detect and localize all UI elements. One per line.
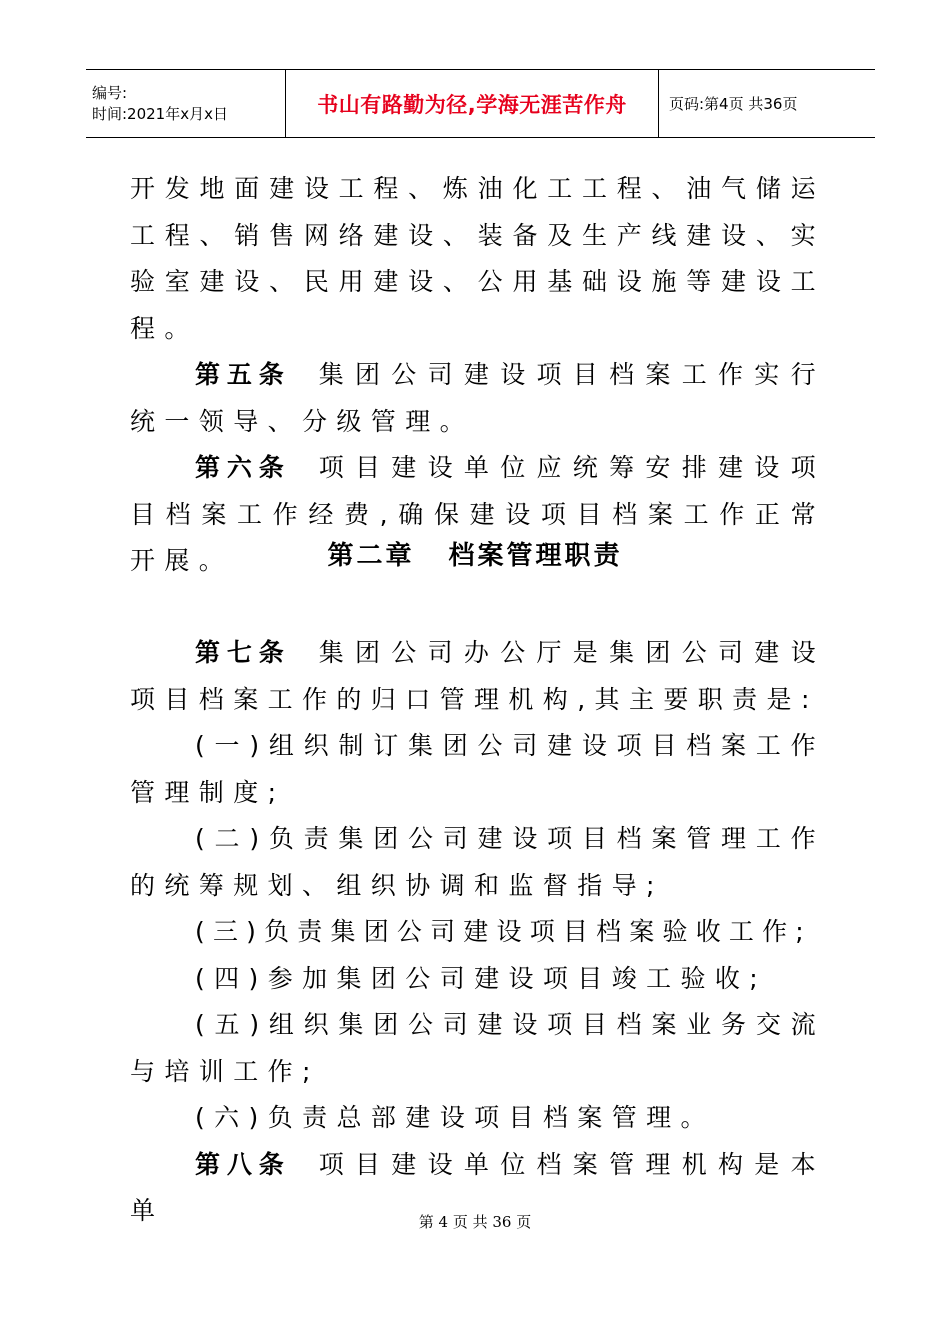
article-7-label: 第七条: [195, 638, 291, 667]
article-6-label: 第六条: [195, 453, 291, 482]
article-6-text: 项目建设单位应统筹安排建设项目档案工作经费,确保建设项目档案工作正常开展。: [130, 453, 825, 575]
list-item-3: (三)负责集团公司建设项目档案验收工作;: [195, 917, 812, 946]
article-7: [130, 630, 825, 723]
list-item-4: (四)参加集团公司建设项目竣工验收;: [195, 963, 768, 993]
section-1-text: [130, 166, 825, 585]
list-item-6: (六)负责总部建设项目档案管理。: [195, 1103, 715, 1132]
list-item-2: (二)负责集团公司建设项目档案管理工作的统筹规划、组织协调和监督指导;: [130, 824, 825, 900]
chapter-title: 档案管理职责: [448, 541, 623, 571]
list-item-5: (五)组织集团公司建设项目档案业务交流与培训工作;: [130, 1010, 825, 1086]
header-motto: 书山有路勤为径,学海无涯苦作舟: [286, 70, 659, 137]
article-8-label: 第八条: [195, 1149, 291, 1179]
article-5-text: 集团公司建设项目档案工作实行统一领导、分级管理。: [130, 360, 825, 436]
article-7-text: 集团公司办公厅是集团公司建设项目档案工作的归口管理机构,其主要职责是:: [130, 638, 825, 714]
header-page-number: 页码:第4页 共36页: [669, 95, 798, 113]
time-label: 时间:2021年x月x日: [92, 104, 228, 123]
article-8-text: 项目建设单位档案管理机构是本单: [130, 1149, 825, 1225]
chapter-number: 第二章: [327, 541, 415, 571]
page-footer: 第 4 页 共 36 页: [418, 1213, 532, 1231]
article-5: [130, 352, 825, 445]
paragraph-continued: 开发地面建设工程、炼油化工工程、油气储运工程、销售网络建设、装备及生产线建设、实验室建设、民用建设、公用基础设施等建设工程。: [130, 174, 825, 343]
article-5-label: 第五条: [195, 360, 291, 389]
chapter-heading: [0, 535, 950, 572]
doc-number-label: 编号:: [92, 83, 128, 102]
section-2-text: [130, 630, 825, 1235]
page-header: [86, 69, 875, 138]
list-item-1: (一)组织制订集团公司建设项目档案工作管理制度;: [130, 731, 825, 807]
header-meta: [86, 70, 286, 137]
